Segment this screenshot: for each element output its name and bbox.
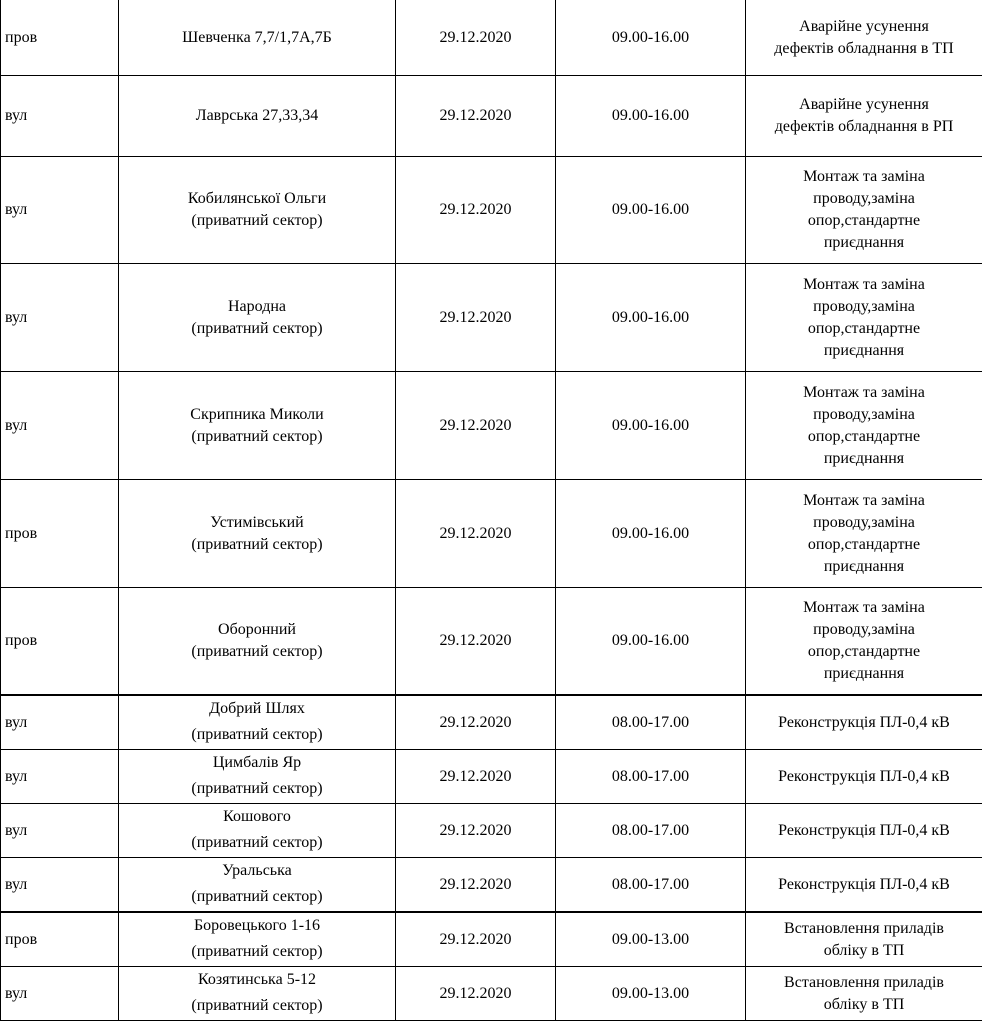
date-cell bbox=[396, 157, 556, 264]
address-line: Уральська bbox=[121, 858, 393, 884]
reason-line: Реконструкція ПЛ-0,4 кВ bbox=[748, 874, 980, 896]
address-line: (приватний сектор) bbox=[121, 939, 393, 965]
reason-line: Реконструкція ПЛ-0,4 кВ bbox=[748, 766, 980, 788]
address-line: (приватний сектор) bbox=[121, 776, 393, 802]
reason-line: Встановлення приладів bbox=[748, 972, 980, 994]
address-line: Боровецького 1-16 bbox=[121, 913, 393, 939]
address-cell bbox=[119, 264, 396, 372]
outage-date: 29.12.2020 bbox=[440, 714, 512, 731]
reason-line: Аварійне усунення bbox=[748, 94, 980, 116]
reason-cell bbox=[746, 858, 982, 913]
address-line: (приватний сектор) bbox=[121, 641, 393, 663]
time-cell bbox=[556, 750, 746, 804]
address-cell bbox=[119, 804, 396, 858]
address-cell bbox=[119, 750, 396, 804]
time-cell bbox=[556, 912, 746, 967]
street-type: вул bbox=[5, 768, 27, 785]
table-row bbox=[1, 157, 982, 264]
table-row bbox=[1, 372, 982, 480]
reason-line: обліку в ТП bbox=[748, 994, 980, 1016]
street-type-cell bbox=[1, 76, 119, 157]
date-cell bbox=[396, 750, 556, 804]
address-line: Цимбалів Яр bbox=[121, 750, 393, 776]
address-cell bbox=[119, 76, 396, 157]
reason-cell bbox=[746, 264, 982, 372]
table-row bbox=[1, 480, 982, 588]
outage-time: 09.00-16.00 bbox=[612, 525, 689, 542]
reason-cell bbox=[746, 0, 982, 76]
reason-line: обліку в ТП bbox=[748, 940, 980, 962]
reason-line: опор,стандартне bbox=[748, 210, 980, 232]
address-line: Оборонний bbox=[121, 619, 393, 641]
outage-date: 29.12.2020 bbox=[440, 985, 512, 1002]
reason-cell bbox=[746, 372, 982, 480]
time-cell bbox=[556, 0, 746, 76]
street-type-cell bbox=[1, 912, 119, 967]
street-type-cell bbox=[1, 480, 119, 588]
table-row bbox=[1, 858, 982, 913]
reason-line: проводу,заміна bbox=[748, 188, 980, 210]
reason-cell bbox=[746, 76, 982, 157]
street-type: пров bbox=[5, 525, 37, 542]
reason-line: приєднання bbox=[748, 232, 980, 254]
date-cell bbox=[396, 967, 556, 1021]
address-line: (приватний сектор) bbox=[121, 993, 393, 1019]
street-type: вул bbox=[5, 107, 27, 124]
address-line: Добрий Шлях bbox=[121, 696, 393, 722]
address-line: (приватний сектор) bbox=[121, 534, 393, 556]
address-cell bbox=[119, 912, 396, 967]
outage-time: 09.00-13.00 bbox=[612, 985, 689, 1002]
street-type-cell bbox=[1, 967, 119, 1021]
table-row bbox=[1, 967, 982, 1021]
reason-line: Монтаж та заміна bbox=[748, 490, 980, 512]
table-row bbox=[1, 695, 982, 750]
outage-date: 29.12.2020 bbox=[440, 931, 512, 948]
outage-date: 29.12.2020 bbox=[440, 417, 512, 434]
reason-line: Реконструкція ПЛ-0,4 кВ bbox=[748, 712, 980, 734]
reason-line: опор,стандартне bbox=[748, 318, 980, 340]
address-line: Лаврська 27,33,34 bbox=[121, 105, 393, 127]
time-cell bbox=[556, 264, 746, 372]
date-cell bbox=[396, 372, 556, 480]
reason-line: Реконструкція ПЛ-0,4 кВ bbox=[748, 820, 980, 842]
address-line: (приватний сектор) bbox=[121, 830, 393, 856]
address-cell bbox=[119, 695, 396, 750]
date-cell bbox=[396, 695, 556, 750]
address-line: Козятинська 5-12 bbox=[121, 967, 393, 993]
reason-line: Монтаж та заміна bbox=[748, 274, 980, 296]
reason-line: приєднання bbox=[748, 448, 980, 470]
outage-date: 29.12.2020 bbox=[440, 525, 512, 542]
reason-line: приєднання bbox=[748, 663, 980, 685]
street-type-cell bbox=[1, 372, 119, 480]
outage-date: 29.12.2020 bbox=[440, 822, 512, 839]
outage-time: 09.00-16.00 bbox=[612, 632, 689, 649]
outage-date: 29.12.2020 bbox=[440, 876, 512, 893]
table-row bbox=[1, 264, 982, 372]
street-type-cell bbox=[1, 264, 119, 372]
reason-line: проводу,заміна bbox=[748, 296, 980, 318]
outage-date: 29.12.2020 bbox=[440, 107, 512, 124]
reason-line: опор,стандартне bbox=[748, 426, 980, 448]
reason-line: проводу,заміна bbox=[748, 619, 980, 641]
street-type-cell bbox=[1, 0, 119, 76]
street-type: вул bbox=[5, 714, 27, 731]
reason-line: Аварійне усунення bbox=[748, 16, 980, 38]
outage-date: 29.12.2020 bbox=[440, 309, 512, 326]
time-cell bbox=[556, 480, 746, 588]
street-type-cell bbox=[1, 695, 119, 750]
street-type: вул bbox=[5, 417, 27, 434]
reason-cell bbox=[746, 480, 982, 588]
date-cell bbox=[396, 858, 556, 913]
outage-time: 09.00-16.00 bbox=[612, 309, 689, 326]
table-row bbox=[1, 804, 982, 858]
time-cell bbox=[556, 157, 746, 264]
address-line: (приватний сектор) bbox=[121, 722, 393, 748]
outage-date: 29.12.2020 bbox=[440, 632, 512, 649]
time-cell bbox=[556, 804, 746, 858]
address-cell bbox=[119, 480, 396, 588]
outage-date: 29.12.2020 bbox=[440, 201, 512, 218]
time-cell bbox=[556, 695, 746, 750]
address-cell bbox=[119, 588, 396, 696]
street-type: вул bbox=[5, 822, 27, 839]
street-type: вул bbox=[5, 876, 27, 893]
street-type: вул bbox=[5, 309, 27, 326]
date-cell bbox=[396, 76, 556, 157]
reason-cell bbox=[746, 967, 982, 1021]
date-cell bbox=[396, 804, 556, 858]
reason-line: Монтаж та заміна bbox=[748, 166, 980, 188]
outage-time: 08.00-17.00 bbox=[612, 876, 689, 893]
reason-line: дефектів обладнання в ТП bbox=[748, 38, 980, 60]
reason-line: Монтаж та заміна bbox=[748, 382, 980, 404]
reason-cell bbox=[746, 804, 982, 858]
reason-line: проводу,заміна bbox=[748, 512, 980, 534]
outage-time: 08.00-17.00 bbox=[612, 714, 689, 731]
table-row bbox=[1, 76, 982, 157]
address-line: (приватний сектор) bbox=[121, 318, 393, 340]
address-line: Устимівський bbox=[121, 512, 393, 534]
address-line: (приватний сектор) bbox=[121, 426, 393, 448]
address-line: (приватний сектор) bbox=[121, 884, 393, 910]
reason-line: опор,стандартне bbox=[748, 641, 980, 663]
address-cell bbox=[119, 372, 396, 480]
address-cell bbox=[119, 157, 396, 264]
address-line: Народна bbox=[121, 296, 393, 318]
date-cell bbox=[396, 264, 556, 372]
table-row bbox=[1, 588, 982, 696]
reason-cell bbox=[746, 695, 982, 750]
date-cell bbox=[396, 912, 556, 967]
time-cell bbox=[556, 588, 746, 696]
address-line: (приватний сектор) bbox=[121, 210, 393, 232]
address-cell bbox=[119, 967, 396, 1021]
reason-line: Встановлення приладів bbox=[748, 918, 980, 940]
outage-time: 09.00-16.00 bbox=[612, 29, 689, 46]
street-type: пров bbox=[5, 632, 37, 649]
reason-line: дефектів обладнання в РП bbox=[748, 116, 980, 138]
outage-time: 09.00-13.00 bbox=[612, 931, 689, 948]
reason-line: Монтаж та заміна bbox=[748, 597, 980, 619]
table-body bbox=[1, 0, 982, 1021]
reason-line: проводу,заміна bbox=[748, 404, 980, 426]
table-row bbox=[1, 912, 982, 967]
street-type-cell bbox=[1, 858, 119, 913]
date-cell bbox=[396, 588, 556, 696]
reason-line: приєднання bbox=[748, 340, 980, 362]
outage-time: 08.00-17.00 bbox=[612, 768, 689, 785]
reason-cell bbox=[746, 157, 982, 264]
address-cell bbox=[119, 858, 396, 913]
street-type: пров bbox=[5, 931, 37, 948]
reason-cell bbox=[746, 750, 982, 804]
time-cell bbox=[556, 858, 746, 913]
address-line: Кошового bbox=[121, 804, 393, 830]
street-type-cell bbox=[1, 157, 119, 264]
street-type-cell bbox=[1, 804, 119, 858]
street-type-cell bbox=[1, 588, 119, 696]
time-cell bbox=[556, 76, 746, 157]
table-row bbox=[1, 750, 982, 804]
reason-cell bbox=[746, 588, 982, 696]
reason-line: приєднання bbox=[748, 556, 980, 578]
address-line: Кобилянської Ольги bbox=[121, 188, 393, 210]
address-line: Скрипника Миколи bbox=[121, 404, 393, 426]
outage-date: 29.12.2020 bbox=[440, 768, 512, 785]
time-cell bbox=[556, 967, 746, 1021]
street-type: пров bbox=[5, 29, 37, 46]
date-cell bbox=[396, 0, 556, 76]
outage-time: 09.00-16.00 bbox=[612, 107, 689, 124]
reason-cell bbox=[746, 912, 982, 967]
address-cell bbox=[119, 0, 396, 76]
outage-time: 08.00-17.00 bbox=[612, 822, 689, 839]
address-line: Шевченка 7,7/1,7А,7Б bbox=[121, 27, 393, 49]
table-row bbox=[1, 0, 982, 76]
time-cell bbox=[556, 372, 746, 480]
outage-date: 29.12.2020 bbox=[440, 29, 512, 46]
street-type: вул bbox=[5, 201, 27, 218]
reason-line: опор,стандартне bbox=[748, 534, 980, 556]
outage-time: 09.00-16.00 bbox=[612, 201, 689, 218]
street-type: вул bbox=[5, 985, 27, 1002]
date-cell bbox=[396, 480, 556, 588]
street-type-cell bbox=[1, 750, 119, 804]
outage-time: 09.00-16.00 bbox=[612, 417, 689, 434]
